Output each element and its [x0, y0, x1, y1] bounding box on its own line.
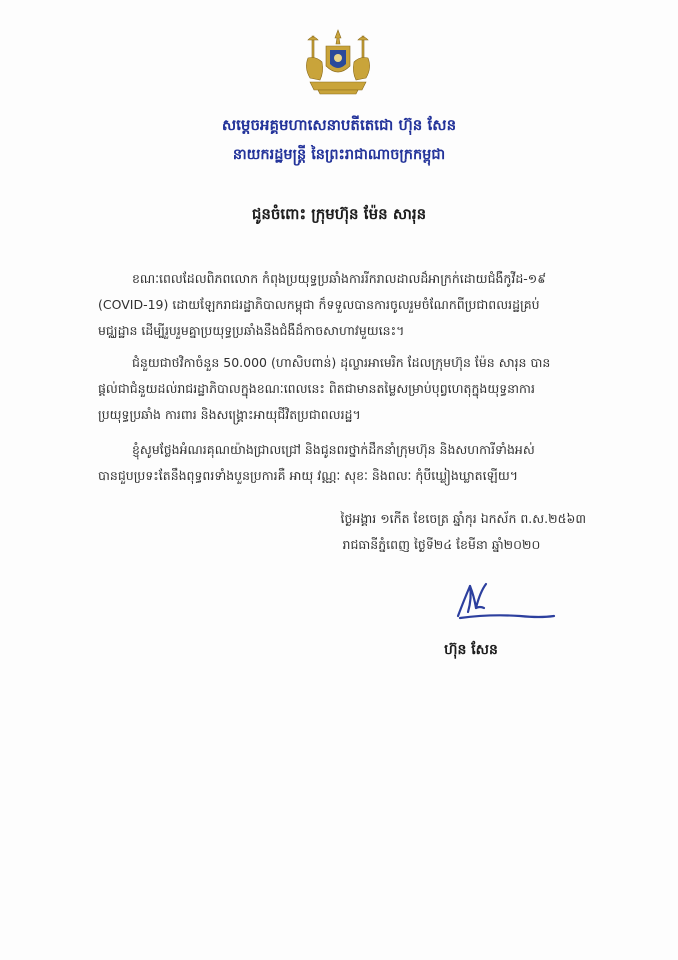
handwritten-signature-icon [450, 578, 560, 624]
paragraph-1 [98, 266, 568, 344]
paragraph-line: ខណៈពេលដែលពិភពលោក កំពុងប្រយុទ្ធប្រឆាំងការរីករាលដាលដ៏អាក្រក់ដោយជំងឺកូវីដ-១៩ [132, 271, 547, 286]
paragraph-line: ខ្ញុំសូមថ្លែងអំណរគុណយ៉ាងជ្រាលជ្រៅ និងជូនពរថ្នាក់ដឹកនាំក្រុមហ៊ុន និងសហការីទាំងអស់ [132, 442, 535, 457]
paragraph-line: ប្រយុទ្ធប្រឆាំង ការពារ និងសង្គ្រោះអាយុជីវិតប្រជាពលរដ្ឋ។ [98, 407, 361, 422]
sender-position: នាយករដ្ឋមន្ត្រី នៃព្រះរាជាណាចក្រកម្ពុជា [232, 147, 446, 163]
paragraph-line: ផ្តល់ជាជំនួយដល់រាជរដ្ឋាភិបាលក្នុងខណៈពេលនេះ ពិតជាមានតម្លៃសម្រាប់បុព្វហេតុក្នុងយុទ្ធនាការ [98, 381, 535, 396]
paragraph-line: មជ្ឈដ្ឋាន ដើម្បីរួបរួមគ្នាប្រយុទ្ធប្រឆាំងនឹងជំងឺដ៏កាចសាហាវមួយនេះ។ [98, 323, 405, 338]
royal-coat-of-arms-icon [298, 28, 378, 96]
paragraph-line: បានជួបប្រទះតែនឹងពុទ្ធពរទាំងបួនប្រការគឺ អាយុ វណ្ណៈ សុខៈ និងពលៈ កុំបីឃ្លៀងឃ្លាតឡើយ។ [98, 468, 518, 483]
paragraph-line: (COVID-19) ដោយឡែករាជរដ្ឋាភិបាលកម្ពុជា ក៏ទទួលបានការចូលរួមចំណែកពីប្រជាពលរដ្ឋគ្រប់ [98, 297, 540, 312]
addressee: ជូនចំពោះ ក្រុមហ៊ុន ម៉ែន សារុន [251, 205, 427, 223]
paragraph-3 [98, 437, 568, 489]
date-block [341, 506, 586, 558]
lunar-date: ថ្ងៃអង្គារ ១កើត ខែចេត្រ ឆ្នាំកុរ ឯកស័ក ព.ស.២៥៦៣ [340, 511, 586, 526]
paragraph-line: ជំនួយជាថវិកាចំនួន 50.000 (ហាសិបពាន់) ដុល្លារអាមេរិក ដែលក្រុមហ៊ុន ម៉ែន សារុន បាន [132, 355, 551, 370]
sender-title: សម្តេចអគ្គមហាសេនាបតីតេជោ ហ៊ុន សែន [221, 116, 457, 134]
paragraph-2 [98, 350, 568, 428]
solar-date: រាជធានីភ្នំពេញ ថ្ងៃទី២៤ ខែមីនា ឆ្នាំ២០២០ [342, 537, 541, 552]
signer-name: ហ៊ុន សែន [444, 642, 498, 658]
